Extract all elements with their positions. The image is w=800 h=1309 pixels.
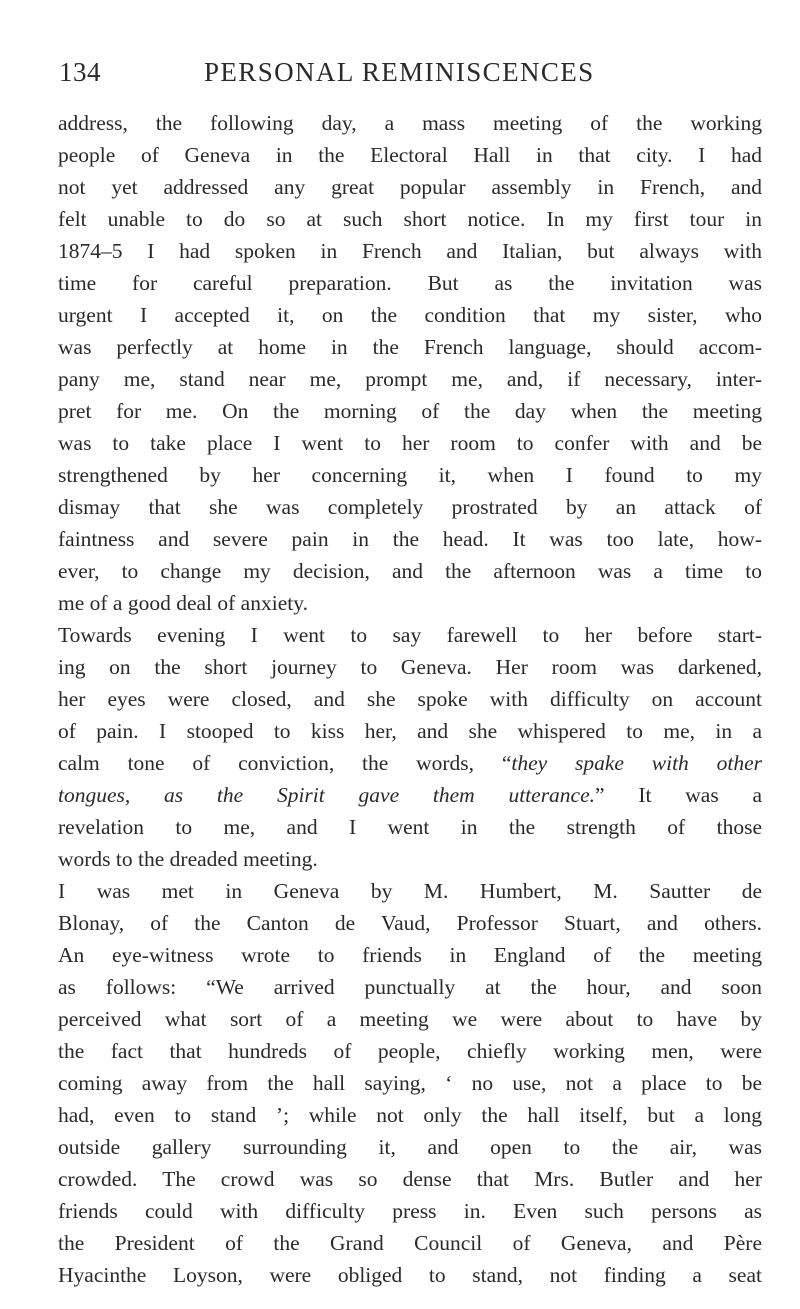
line-text: her eyes were closed, and she spoke with difficulty on account: [58, 687, 762, 711]
line-text: faintness and severe pain in the head. It was too late, how-: [58, 527, 762, 551]
text-line: [58, 459, 762, 491]
page-number: 134: [59, 57, 101, 87]
text-line: [58, 1099, 762, 1131]
text-line: [58, 171, 762, 203]
line-text: ing on the short journey to Geneva. Her room was darkened,: [58, 655, 762, 679]
text-line: [58, 683, 762, 715]
text-line: [58, 331, 762, 363]
line-text: urgent I accepted it, on the condition that my sister, who: [58, 303, 762, 327]
text-line: [58, 235, 762, 267]
line-text: Blonay, of the Canton de Vaud, Professor Stuart, and others.: [58, 911, 762, 935]
text-line: [58, 1035, 762, 1067]
text-line: [58, 651, 762, 683]
text-line: [58, 107, 762, 139]
text-line: [58, 523, 762, 555]
text-line: [58, 491, 762, 523]
text-line: [58, 587, 762, 619]
text-line: [58, 939, 762, 971]
line-text: Hyacinthe Loyson, were obliged to stand, not finding a seat: [58, 1263, 762, 1287]
line-text: address, the following day, a mass meeting of the working: [58, 111, 762, 135]
text-line: [58, 747, 762, 779]
line-text: revelation to me, and I went in the strength of those: [58, 815, 762, 839]
text-line: [58, 299, 762, 331]
line-text: was perfectly at home in the French language, should accom-: [58, 335, 762, 359]
line-text: 1874–5 I had spoken in French and Italian, but always with: [58, 239, 762, 263]
text-line: [58, 427, 762, 459]
text-line: [58, 1259, 762, 1291]
text-line: [58, 779, 762, 811]
text-line: [58, 875, 762, 907]
line-text: had, even to stand ’; while not only the hall itself, but a long: [58, 1103, 762, 1127]
line-text: Towards evening I went to say farewell to her before start-: [58, 623, 762, 647]
line-text: time for careful preparation. But as the invitation was: [58, 271, 762, 295]
line-text: people of Geneva in the Electoral Hall in that city. I had: [58, 143, 762, 167]
italic-text: they spake with other: [511, 751, 762, 775]
text-line: [58, 1131, 762, 1163]
text-line: [58, 971, 762, 1003]
text-line: [58, 555, 762, 587]
text-line: [58, 843, 762, 875]
line-text: pany me, stand near me, prompt me, and, if necessary, inter-: [58, 367, 762, 391]
text-line: [58, 1003, 762, 1035]
line-text: pret for me. On the morning of the day when the meeting: [58, 399, 762, 423]
text-line: [58, 267, 762, 299]
text-line: [58, 1195, 762, 1227]
text-line: [58, 203, 762, 235]
text-line: [58, 363, 762, 395]
line-text: perceived what sort of a meeting we were about to have by: [58, 1007, 762, 1031]
line-text: An eye-witness wrote to friends in England of the meeting: [58, 943, 762, 967]
line-text: ever, to change my decision, and the afternoon was a time to: [58, 559, 762, 583]
line-text: dismay that she was completely prostrated by an attack of: [58, 495, 762, 519]
line-text: the President of the Grand Council of Geneva, and Père: [58, 1231, 762, 1255]
line-text: coming away from the hall saying, ‘ no use, not a place to be: [58, 1071, 762, 1095]
line-text: outside gallery surrounding it, and open to the air, was: [58, 1135, 762, 1159]
text-line: [58, 619, 762, 651]
text-line: [58, 139, 762, 171]
italic-text: tongues, as the Spirit gave them utterance.: [58, 783, 596, 807]
line-text: not yet addressed any great popular assembly in French, and: [58, 175, 762, 199]
text-line: [58, 1163, 762, 1195]
line-text: words to the dreaded meeting.: [58, 847, 318, 871]
line-text: ” It was a: [595, 783, 762, 807]
running-head: [59, 52, 759, 92]
text-line: [58, 715, 762, 747]
text-line: [58, 1067, 762, 1099]
text-line: [58, 1227, 762, 1259]
text-line: [58, 811, 762, 843]
line-text: as follows: “We arrived punctually at the hour, and soon: [58, 975, 762, 999]
line-text: strengthened by her concerning it, when I found to my: [58, 463, 762, 487]
text-line: [58, 907, 762, 939]
line-text: felt unable to do so at such short notice. In my first tour in: [58, 207, 762, 231]
line-text: was to take place I went to her room to confer with and be: [58, 431, 762, 455]
text-line: [58, 395, 762, 427]
line-text: calm tone of conviction, the words, “: [58, 751, 512, 775]
line-text: crowded. The crowd was so dense that Mrs. Butler and her: [58, 1167, 762, 1191]
body-text: [58, 107, 762, 1291]
line-text: friends could with difficulty press in. Even such persons as: [58, 1199, 762, 1223]
line-text: me of a good deal of anxiety.: [58, 591, 308, 615]
running-title: PERSONAL REMINISCENCES: [204, 57, 595, 87]
line-text: the fact that hundreds of people, chiefly working men, were: [58, 1039, 762, 1063]
line-text: I was met in Geneva by M. Humbert, M. Sautter de: [58, 879, 762, 903]
line-text: of pain. I stooped to kiss her, and she whispered to me, in a: [58, 719, 762, 743]
